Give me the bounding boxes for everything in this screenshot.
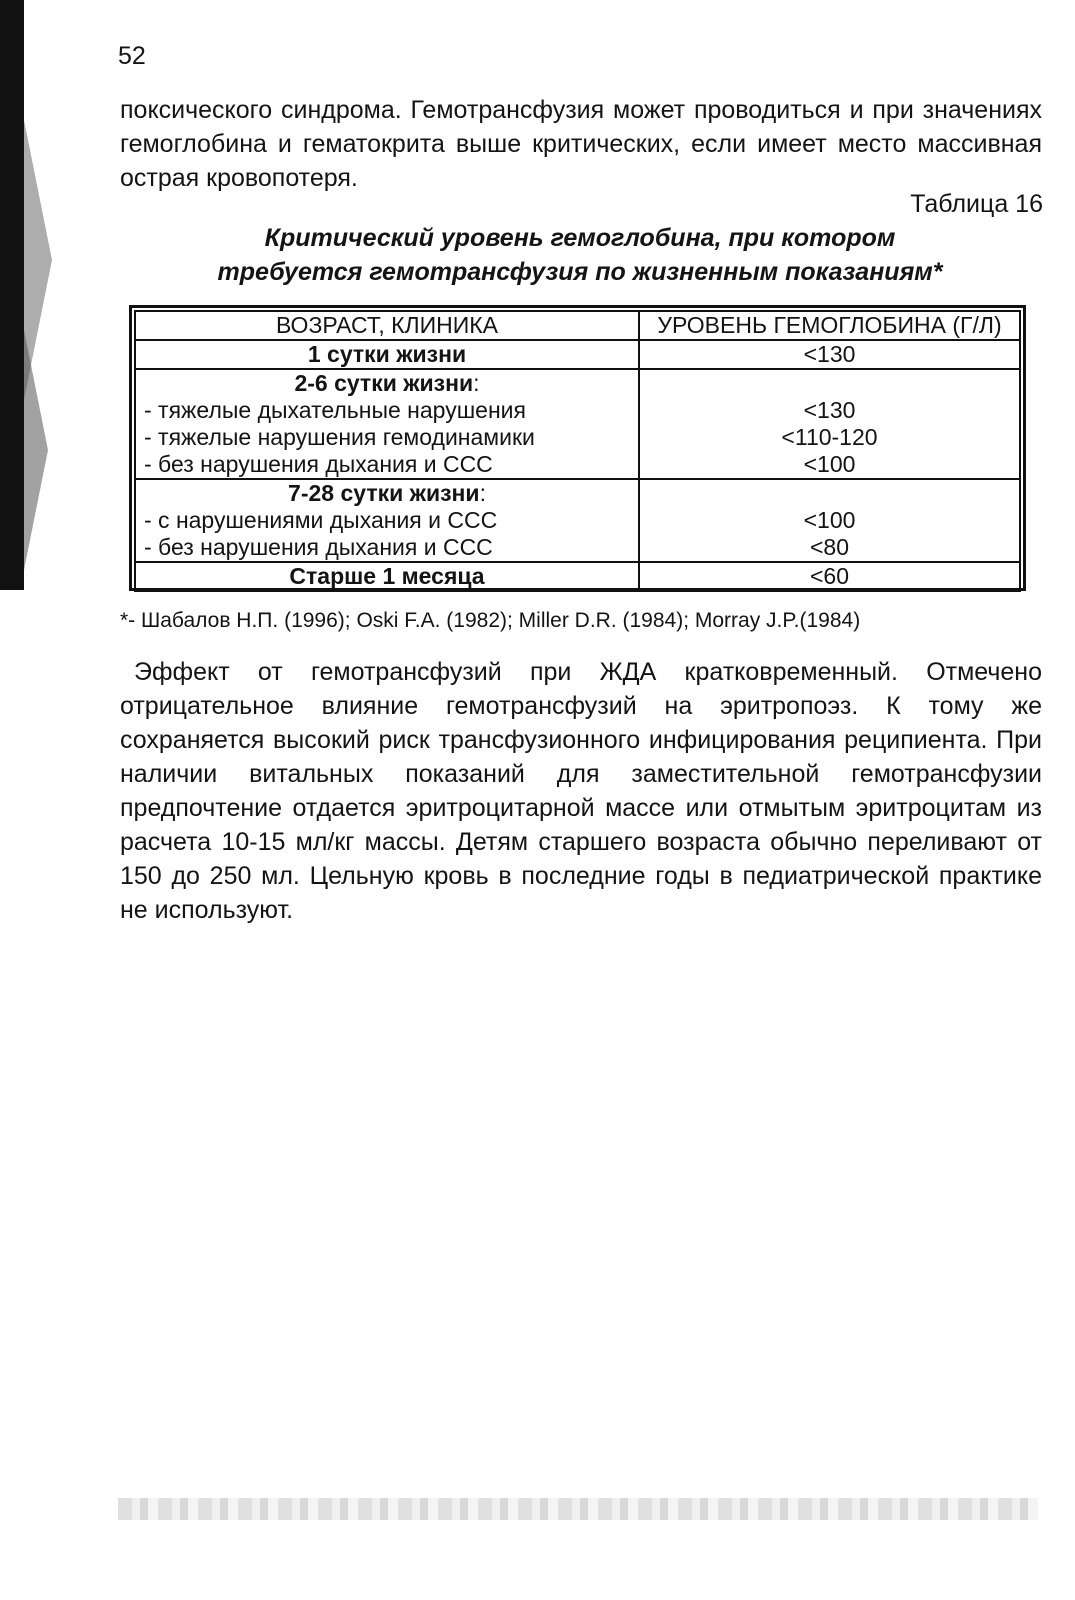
group-2-row-3-label: - без нарушения дыхания и ССС [144,451,493,477]
group-2-title [144,370,630,397]
table-row-group-3 [135,479,1020,562]
page-number: 52 [118,42,146,70]
table-title [120,221,1040,289]
header-hemoglobin-level: УРОВЕНЬ ГЕМОГЛОБИНА (Г/Л) [639,311,1020,340]
group-3-title [144,480,630,507]
group-1-value: <130 [639,340,1020,369]
hemoglobin-table-frame [129,305,1026,591]
group-2-values [639,369,1020,479]
group-2-colon: : [473,370,480,396]
table-row-group-2 [135,369,1020,479]
group-3-row-1-label: - с нарушениями дыхания и ССС [144,507,498,533]
body-paragraph: Эффект от гемотрансфузий при ЖДА кратковременный. Отмечено отрицательное влияние гемотрансфузий на эритропоэз. К тому же сохраняется высокий риск трансфузионного инфицирования реципиента. При наличии витальных показаний для заместительной гемотрансфузии предпочтение отдается эритроцитарной массе или отмытым эритроцитам из расчета 10-15 мл/кг массы. Детям старшего возраста обычно переливают от 150 до 250 мл. Цельную кровь в последние годы в педиатрической практике не используют. [120,658,1042,924]
group-2-row-1-value: <130 [803,397,856,423]
group-3-row-2-value: <80 [809,534,849,560]
scan-edge-shade-lower [24,330,48,570]
header-age-clinic: ВОЗРАСТ, КЛИНИКА [135,311,639,340]
group-2-row-3-value: <100 [803,451,856,477]
table-title-line-1: Критический уровень гемоглобина, при котором [264,224,896,252]
scan-noise-strip [118,1498,1038,1520]
group-3-title-text: 7-28 сутки жизни [288,480,480,506]
intro-paragraph: поксического синдрома. Гемотрансфузия может проводиться и при значениях гемоглобина и гематокрита выше критических, если имеет место массивная острая кровопотеря. [120,96,1042,192]
table-title-line-2: требуется гемотрансфузия по жизненным показаниям* [217,258,943,286]
group-4-title: Старше 1 месяца [135,562,639,591]
group-2-row-2-value: <110-120 [781,424,878,450]
group-1-title: 1 сутки жизни [135,340,639,369]
table-row-group-1 [135,340,1020,369]
table-footnote: *- Шабалов Н.П. (1996); Oski F.A. (1982); Miller D.R. (1984); Morray J.P.(1984) [120,609,861,632]
table-row-group-4 [135,562,1020,591]
group-3-colon: : [479,480,486,506]
group-3-values [639,479,1020,562]
scan-edge-shadow [0,0,24,590]
group-2-row-2-label: - тяжелые нарушения гемодинамики [144,424,535,450]
hemoglobin-table [134,310,1021,592]
group-4-value: <60 [639,562,1020,591]
group-2-row-1-label: - тяжелые дыхательные нарушения [144,397,526,423]
group-3-cell [135,479,639,562]
table-header-row [135,311,1020,340]
group-2-title-text: 2-6 сутки жизни [294,370,474,396]
group-3-row-2-label: - без нарушения дыхания и ССС [144,534,493,560]
group-2-cell [135,369,639,479]
group-3-row-1-value: <100 [803,507,856,533]
table-label: Таблица 16 [910,190,1043,218]
